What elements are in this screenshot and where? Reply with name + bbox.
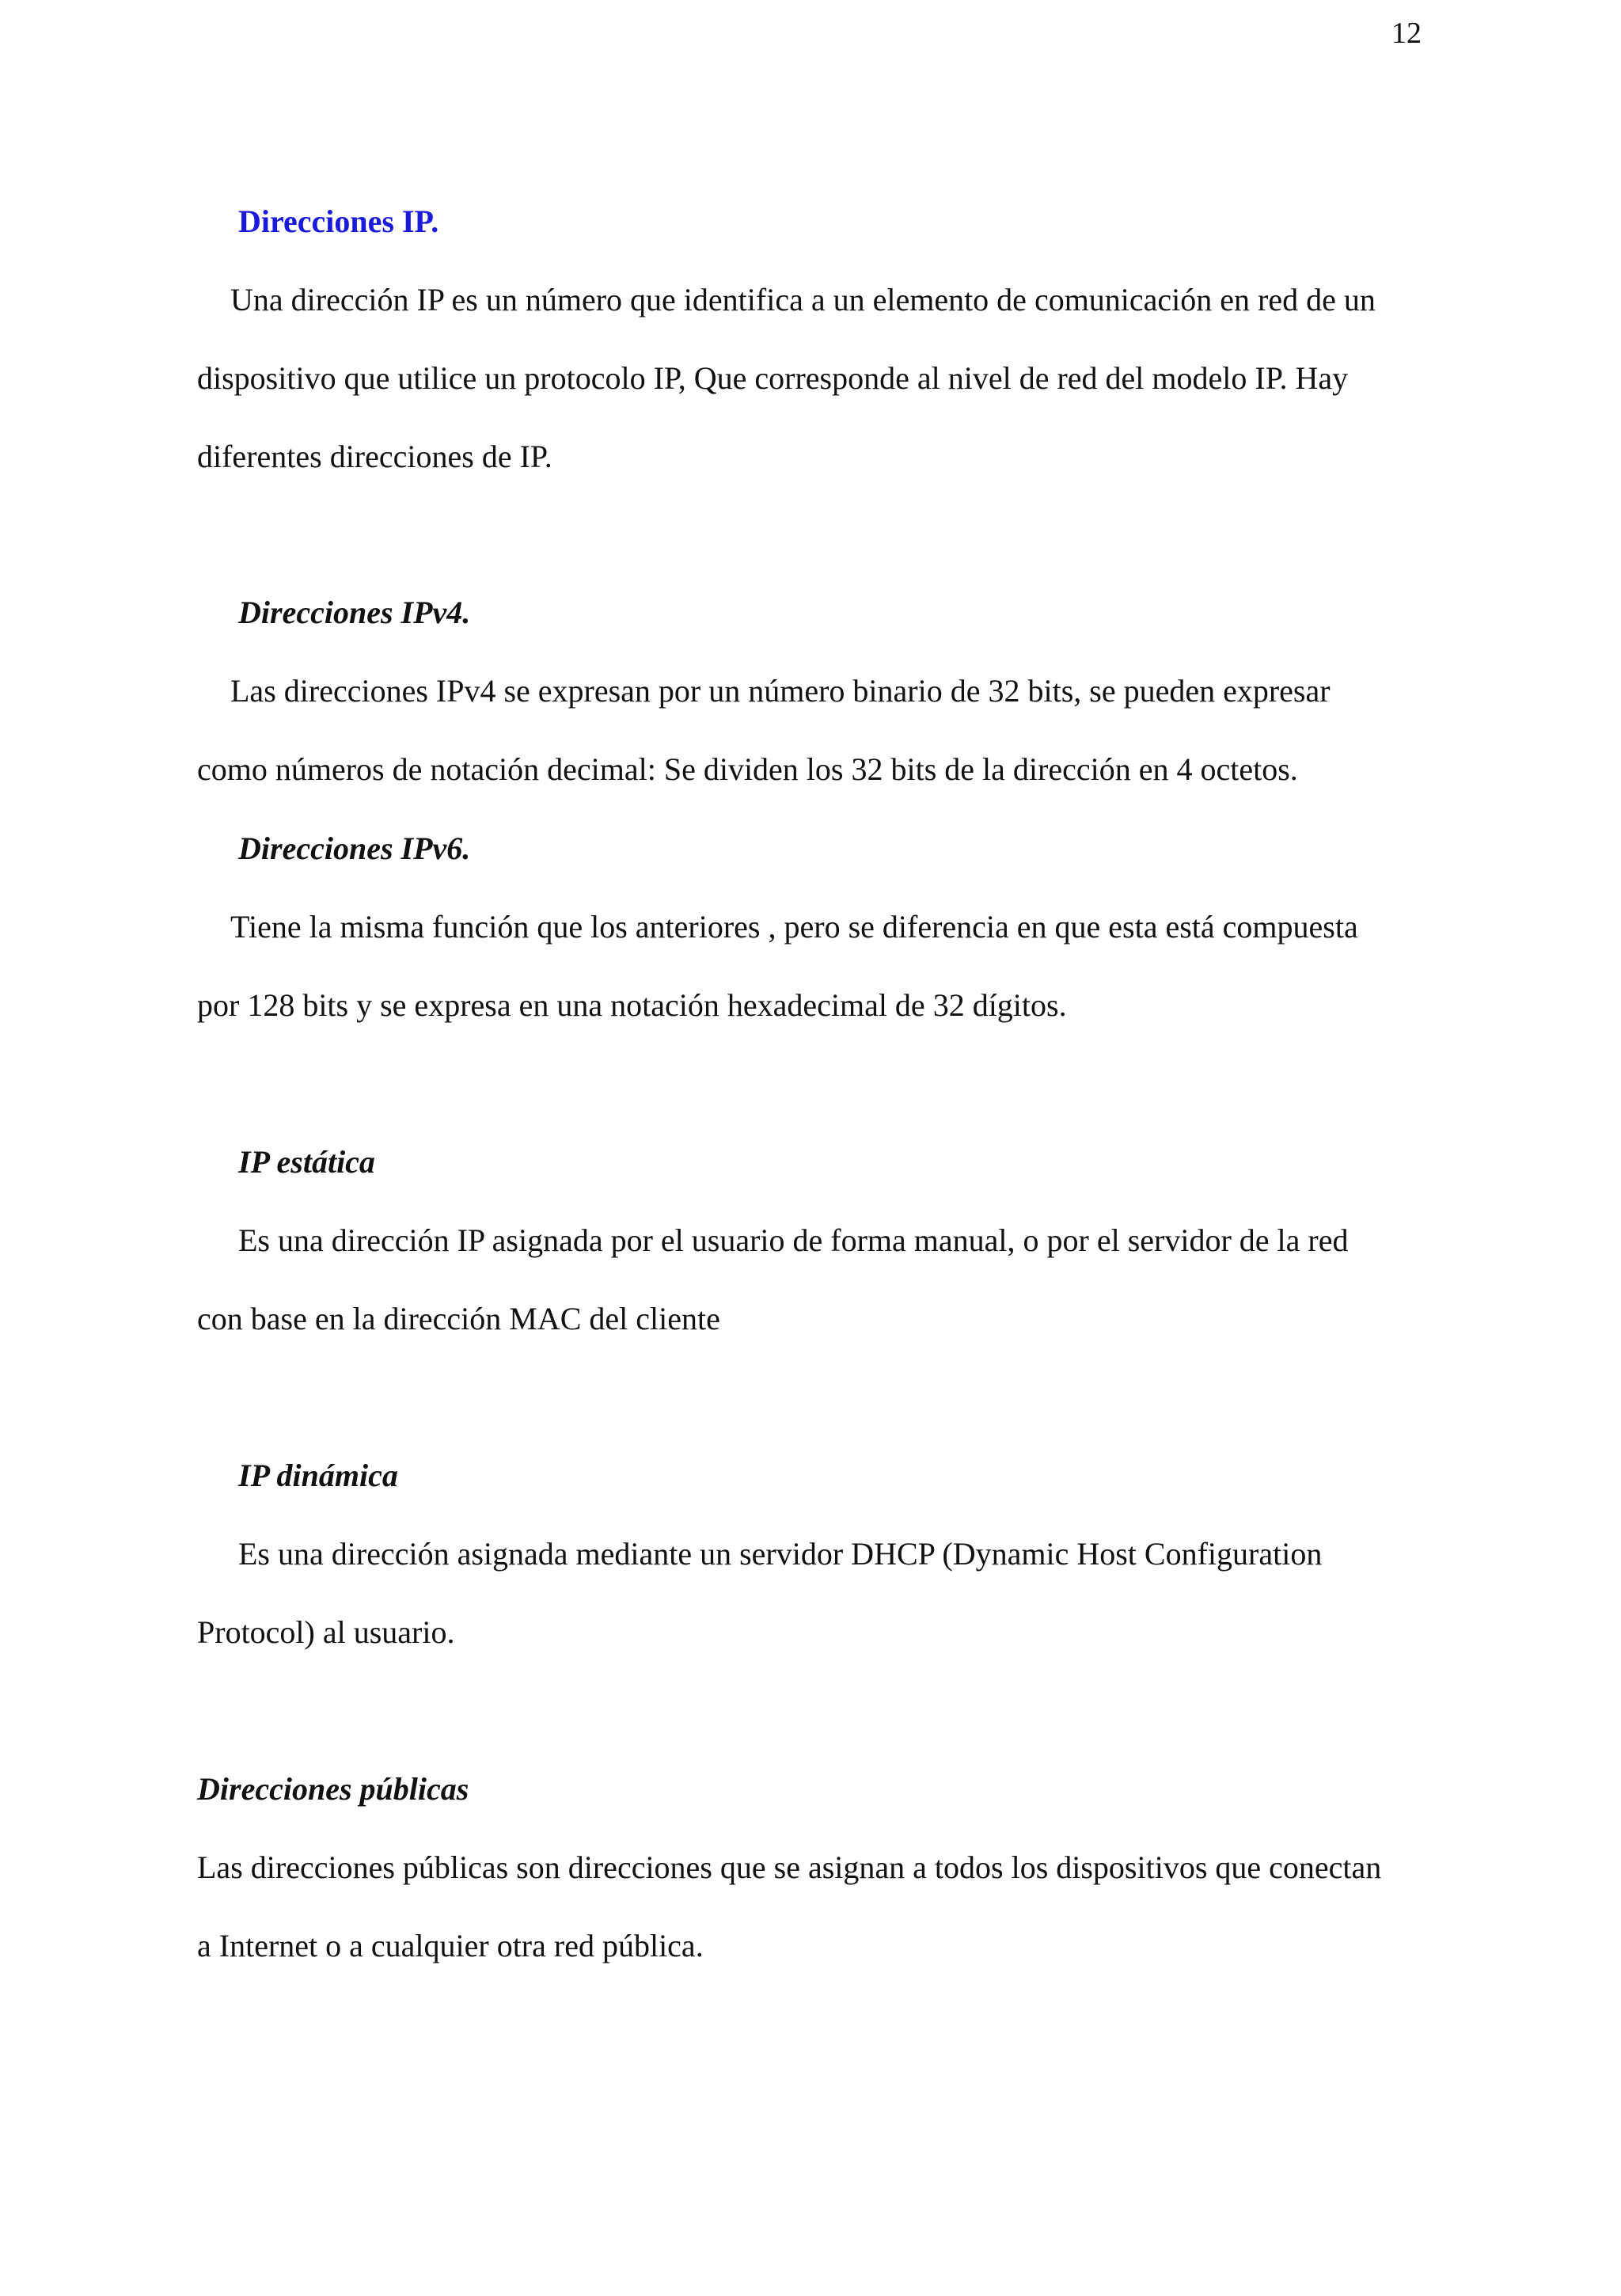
paragraph-line: diferentes direcciones de IP. <box>197 439 552 474</box>
heading-ipv6: Direcciones IPv6. <box>238 831 471 866</box>
paragraph-line: Tiene la misma función que los anteriores , pero se diferencia en que esta está compuesta <box>230 909 1358 945</box>
section-static-ip <box>197 1123 1432 1358</box>
paragraph-line: Las direcciones públicas son direcciones que se asignan a todos los dispositivos que conectan <box>197 1849 1382 1885</box>
page-number: 12 <box>1391 17 1422 50</box>
paragraph-line: como números de notación decimal: Se dividen los 32 bits de la dirección en 4 octetos. <box>197 751 1298 787</box>
paragraph-line: dispositivo que utilice un protocolo IP, Que corresponde al nivel de red del modelo IP. Hay <box>197 360 1349 396</box>
paragraph-line: Es una dirección asignada mediante un servidor DHCP (Dynamic Host Configuration <box>238 1536 1323 1572</box>
paragraph-line: con base en la dirección MAC del cliente <box>197 1301 720 1336</box>
paragraph-line: Es una dirección IP asignada por el usuario de forma manual, o por el servidor de la red <box>238 1222 1349 1258</box>
section-dynamic-ip <box>197 1436 1432 1671</box>
paragraph-line: Protocol) al usuario. <box>197 1614 455 1650</box>
section-public-addresses <box>197 1750 1432 1985</box>
heading-ip: Direcciones IP. <box>238 203 439 239</box>
section-ipv4 <box>197 573 1432 808</box>
heading-static-ip: IP estática <box>238 1144 375 1180</box>
heading-dynamic-ip: IP dinámica <box>238 1458 398 1493</box>
paragraph-line: a Internet o a cualquier otra red pública. <box>197 1928 704 1963</box>
paragraph-line: por 128 bits y se expresa en una notación hexadecimal de 32 dígitos. <box>197 987 1067 1023</box>
heading-ipv4: Direcciones IPv4. <box>238 595 471 630</box>
paragraph-line: Una dirección IP es un número que identifica a un elemento de comunicación en red de un <box>230 282 1376 317</box>
heading-public-addresses: Direcciones públicas <box>197 1771 469 1807</box>
section-ipv6 <box>197 809 1432 1044</box>
section-ip <box>197 182 1432 496</box>
paragraph-line: Las direcciones IPv4 se expresan por un número binario de 32 bits, se pueden expresar <box>230 673 1331 709</box>
